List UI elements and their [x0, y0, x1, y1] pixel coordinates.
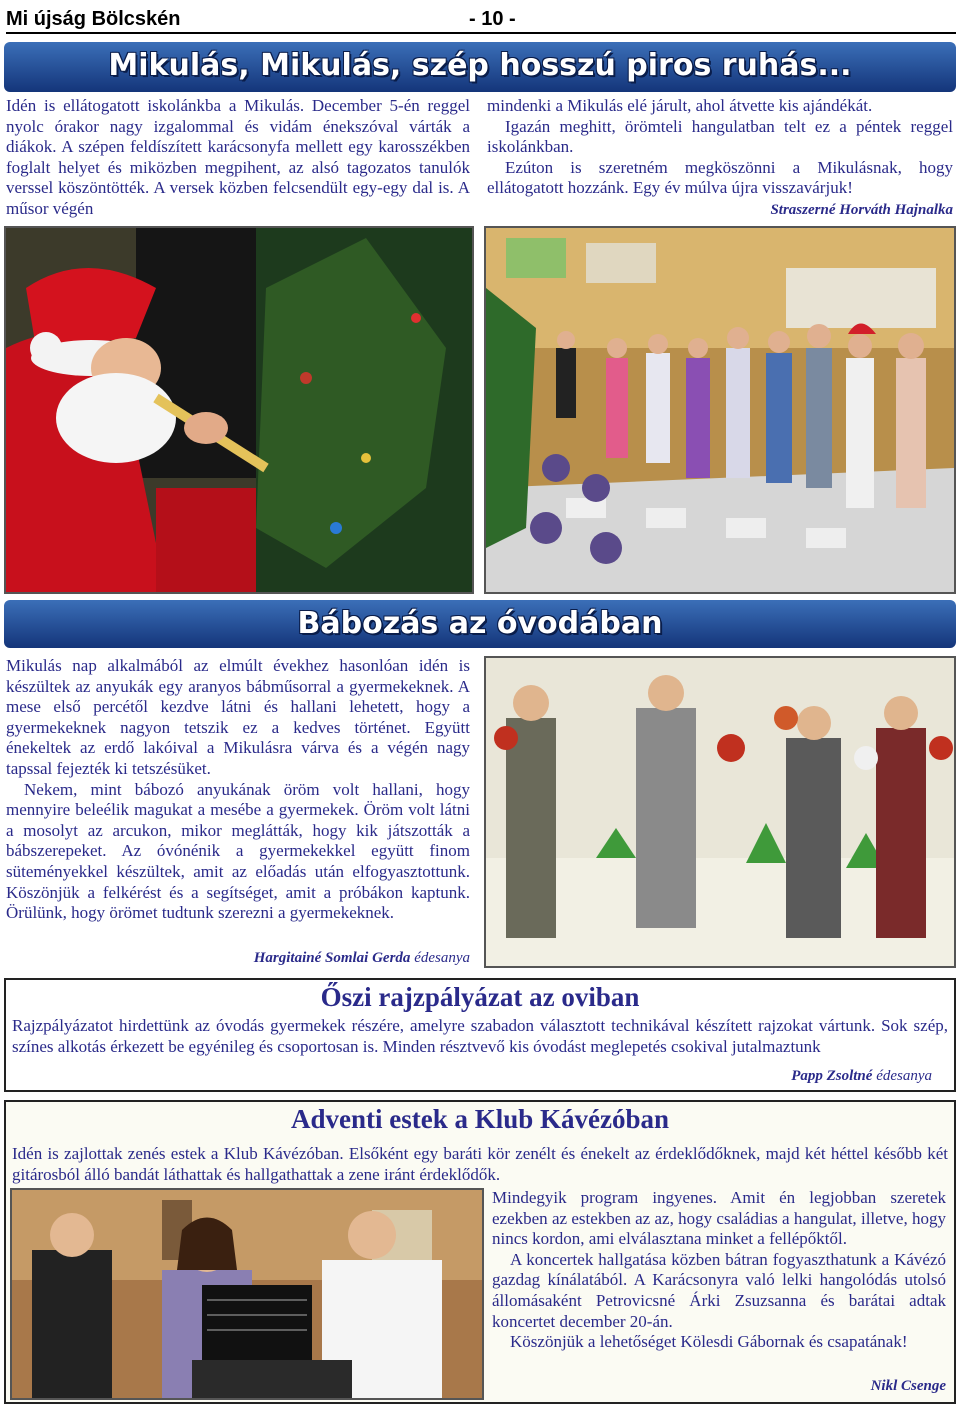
article-3-author-role: édesanya [876, 1068, 932, 1084]
article-1-col2-p2: Igazán meghitt, örömteli hangulatban telt ez a péntek reggel iskolánkban. [487, 116, 953, 157]
article-3-author-name: Papp Zsoltné [791, 1068, 873, 1084]
article-4-box [4, 1100, 956, 1404]
article-2-author-role: édesanya [414, 950, 470, 966]
page-number: - 10 - [469, 8, 516, 30]
article-3-box [4, 978, 956, 1092]
running-header [6, 6, 956, 34]
article-3-title: Őszi rajzpályázat az oviban [320, 982, 640, 1012]
article-1-col1-text: Idén is ellátogatott iskolánkba a Mikulás. December 5-én reggel nyolc órakor nagy izgalommal és vidám énekszóval várták a diákok. A szépen feldíszített karácsonyfa mellett egy karosszékben foglalt helyet és miközben megpihent, az alsó tagozatos tanulók verssel köszöntötték. A versek közben felcsendült egy-egy dal is. A műsor végén [6, 96, 470, 218]
puppet-show-photo [484, 656, 956, 968]
concert-photo [10, 1188, 484, 1400]
article-2-p1: Mikulás nap alkalmából az elmúlt évekhez hasonlóan idén is készültek az anyukák egy aranyos bábműsorral a gyermekeknek. A mese első percétől kezdve látni és hallani lehetett, hogy a gyermekeknek nagyon tetszik ez a kedves történet. Együtt énekeltek az erdő lakóival a Mikulásra várva és a végén nagy tapssal fejezték ki tetszésüket. [6, 656, 470, 778]
article-1-column-2 [487, 96, 953, 199]
article-4-author [492, 1378, 946, 1395]
article-4-p2: A koncertek hallgatása közben bátran fogyaszthatunk a Kávézó gazdag kínálatából. A Karácsonyra való lelki hangolódás utolsó állomásaként Petrovicsné Árki Zsuzsanna és barátai adtak koncertet december 20-án. [492, 1249, 946, 1331]
article-1-column-1 [6, 96, 470, 220]
article-3-body: Rajzpályázatot hirdettünk az óvodás gyermekek részére, amelyre szabadon választott technikával készített rajzokat vártunk. Sok szép, színes alkotás érkezett be egyénileg és csoportosan is. Minden résztvevő kis óvodást meglepetés csokival jutalmaztunk [12, 1016, 948, 1056]
article-1-title: Mikulás, Mikulás, szép hosszú piros ruhás... [4, 42, 956, 92]
article-4-intro: Idén is zajlottak zenés estek a Klub Kávézóban. Elsőként egy baráti kör zenélt és énekelt az érdeklődőknek, majd két héttel később két gitárosból álló bandát láthattak és hallgathattak a zene iránt érdeklődők. [12, 1144, 948, 1184]
puppet-show-image [486, 658, 954, 966]
santa-photo-image [6, 228, 472, 592]
children-performance-photo [484, 226, 956, 594]
publication-name: Mi újság Bölcskén [6, 8, 181, 30]
article-4-column [492, 1188, 946, 1353]
article-1-col2-p1: mindenki a Mikulás elé járult, ahol átvette kis ajándékát. [487, 96, 873, 115]
article-4-p3: Köszönjük a lehetőséget Kölesdi Gábornak és csapatának! [510, 1332, 908, 1352]
santa-photo [4, 226, 474, 594]
article-1-col2-p3: Ezúton is szeretném megköszönni a Mikulásnak, hogy ellátogatott hozzánk. Egy év múlva újra visszavárjuk! [487, 157, 953, 198]
article-1-author [487, 202, 953, 219]
article-1-author-name: Straszerné Horváth Hajnalka [770, 202, 953, 218]
children-performance-image [486, 228, 954, 592]
concert-photo-image [12, 1190, 482, 1398]
article-4-p1: Mindegyik program ingyenes. Amit én legjobban szeretek ezekben az estekben az az, hogy családias a hangulat, illetve, hogy nincs kordon, ami elválasztana minket a fellépőktől. [492, 1188, 946, 1249]
article-3-author [12, 1068, 932, 1085]
article-2-p2: Nekem, mint bábozó anyukának öröm volt hallani, hogy mennyire beleélik magukat a mesébe a gyermekek. Öröm volt látni a mosolyt az arcukon, mikor meglátták, hogy kik játszották a bábszerepeket. Az óvónénik a gyermekekkel együtt finom süteményekkel készültek, amit az előadás után elfogyasztottunk. Köszönjük a felkérést és a segítséget, amit a próbákon kaptunk. Örülünk, hogy örömet tudtunk szerezni a gyermekeknek. [6, 779, 470, 923]
article-2-author [6, 950, 470, 967]
article-2-title: Bábozás az óvodában [4, 600, 956, 648]
article-4-author-name: Nikl Csenge [870, 1378, 946, 1394]
article-2-author-name: Hargitainé Somlai Gerda [253, 950, 411, 966]
article-4-title: Adventi estek a Klub Kávézóban [290, 1104, 670, 1134]
article-2-body [6, 656, 470, 924]
